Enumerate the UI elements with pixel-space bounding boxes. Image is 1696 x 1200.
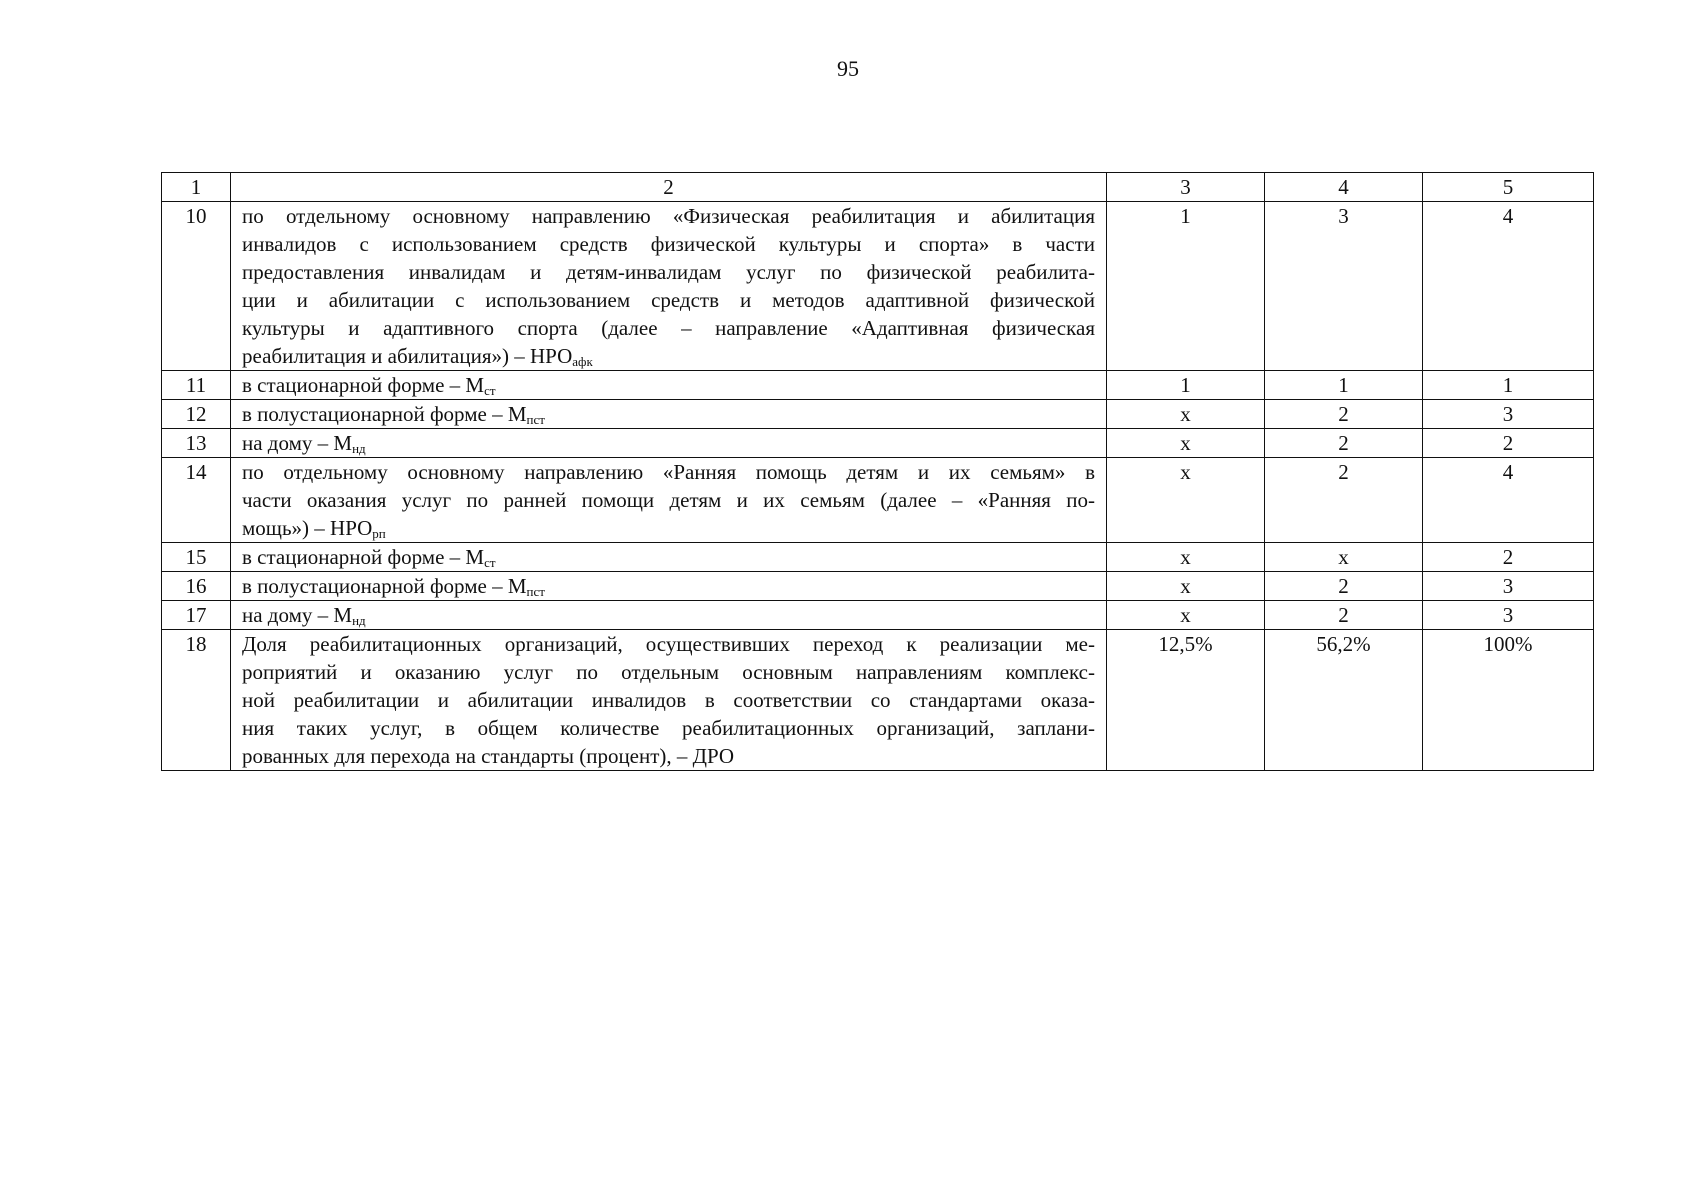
- indicator-subscript: пст: [526, 412, 545, 427]
- row-number-cell: 16: [162, 572, 231, 601]
- value-cell-col3: х: [1107, 572, 1265, 601]
- value-cell-col4: 1: [1265, 371, 1423, 400]
- table-row: [162, 572, 1594, 601]
- value-cell-col4: 56,2%: [1265, 630, 1423, 771]
- header-cell-3: 3: [1107, 173, 1265, 202]
- value-cell-col5: 2: [1423, 543, 1594, 572]
- indicator-subscript: рп: [372, 526, 386, 541]
- table-row: [162, 371, 1594, 400]
- description-line: по отдельному основному направлению «Физическая реабилитация и абилитация: [242, 204, 1095, 228]
- indicator-description-cell: [231, 572, 1107, 601]
- description-line: рованных для перехода на стандарты (процент), – ДРО: [242, 744, 735, 768]
- page-number: 95: [837, 56, 859, 81]
- value-cell-col5: 3: [1423, 572, 1594, 601]
- value-cell-col3: х: [1107, 400, 1265, 429]
- description-line: ции и абилитации с использованием средств и методов адаптивной физической: [242, 288, 1095, 312]
- value-cell-col3: 1: [1107, 202, 1265, 371]
- description-line: в полустационарной форме – М: [242, 574, 527, 598]
- value-cell-col4: 2: [1265, 400, 1423, 429]
- description-line: в полустационарной форме – М: [242, 402, 527, 426]
- description-line: ной реабилитации и абилитации инвалидов в соответствии со стандартами оказа-: [242, 688, 1095, 712]
- indicator-subscript: пст: [526, 584, 545, 599]
- row-number-cell: 14: [162, 458, 231, 543]
- value-cell-col4: 2: [1265, 601, 1423, 630]
- table-row: [162, 202, 1594, 371]
- header-cell-1: 1: [162, 173, 231, 202]
- description-line: культуры и адаптивного спорта (далее – направление «Адаптивная физическая: [242, 316, 1095, 340]
- table-row: [162, 429, 1594, 458]
- value-cell-col5: 3: [1423, 601, 1594, 630]
- row-number-cell: 17: [162, 601, 231, 630]
- description-last-line: [242, 342, 1095, 370]
- description-line: Доля реабилитационных организаций, осуществивших переход к реализации ме-: [242, 632, 1095, 656]
- description-last-line: [242, 400, 1095, 428]
- value-cell-col5: 4: [1423, 202, 1594, 371]
- description-line: на дому – М: [242, 603, 353, 627]
- description-line: инвалидов с использованием средств физической культуры и спорта» в части: [242, 232, 1095, 256]
- row-number-cell: 15: [162, 543, 231, 572]
- description-line: мощь») – НРО: [242, 516, 373, 540]
- row-number-cell: 18: [162, 630, 231, 771]
- header-cell-5: 5: [1423, 173, 1594, 202]
- row-number-cell: 10: [162, 202, 231, 371]
- indicator-description-cell: [231, 400, 1107, 429]
- description-line: части оказания услуг по ранней помощи детям и их семьям (далее – «Ранняя по-: [242, 488, 1095, 512]
- description-line: предоставления инвалидам и детям-инвалидам услуг по физической реабилита-: [242, 260, 1095, 284]
- indicator-subscript: ст: [484, 383, 496, 398]
- description-line: в стационарной форме – М: [242, 545, 485, 569]
- description-last-line: [242, 514, 1095, 542]
- indicator-subscript: нд: [352, 613, 366, 628]
- table-row: [162, 630, 1594, 771]
- value-cell-col4: 2: [1265, 572, 1423, 601]
- value-cell-col3: х: [1107, 429, 1265, 458]
- indicator-subscript: нд: [352, 441, 366, 456]
- header-cell-2: 2: [231, 173, 1107, 202]
- value-cell-col3: 1: [1107, 371, 1265, 400]
- description-last-line: [242, 543, 1095, 571]
- table-header-row: [162, 173, 1594, 202]
- description-last-line: [242, 601, 1095, 629]
- indicator-description-cell: [231, 371, 1107, 400]
- indicators-table: [161, 172, 1594, 771]
- indicator-description-cell: [231, 543, 1107, 572]
- description-line: роприятий и оказанию услуг по отдельным основным направлениям комплекс-: [242, 660, 1095, 684]
- row-number-cell: 12: [162, 400, 231, 429]
- table-row: [162, 543, 1594, 572]
- value-cell-col3: х: [1107, 543, 1265, 572]
- value-cell-col5: 1: [1423, 371, 1594, 400]
- row-number-cell: 13: [162, 429, 231, 458]
- description-last-line: [242, 742, 1095, 770]
- description-line: на дому – М: [242, 431, 353, 455]
- indicator-subscript: афк: [572, 354, 593, 369]
- value-cell-col4: 2: [1265, 458, 1423, 543]
- value-cell-col3: х: [1107, 601, 1265, 630]
- value-cell-col5: 3: [1423, 400, 1594, 429]
- table-row: [162, 458, 1594, 543]
- table-row: [162, 400, 1594, 429]
- table-row: [162, 601, 1594, 630]
- indicator-description-cell: [231, 601, 1107, 630]
- indicator-description-cell: [231, 630, 1107, 771]
- value-cell-col5: 100%: [1423, 630, 1594, 771]
- value-cell-col5: 2: [1423, 429, 1594, 458]
- value-cell-col5: 4: [1423, 458, 1594, 543]
- indicator-subscript: ст: [484, 555, 496, 570]
- value-cell-col4: 2: [1265, 429, 1423, 458]
- description-line: ния таких услуг, в общем количестве реабилитационных организаций, заплани-: [242, 716, 1095, 740]
- description-line: по отдельному основному направлению «Ранняя помощь детям и их семьям» в: [242, 460, 1095, 484]
- value-cell-col4: 3: [1265, 202, 1423, 371]
- description-last-line: [242, 429, 1095, 457]
- value-cell-col3: х: [1107, 458, 1265, 543]
- indicator-description-cell: [231, 458, 1107, 543]
- row-number-cell: 11: [162, 371, 231, 400]
- header-cell-4: 4: [1265, 173, 1423, 202]
- description-last-line: [242, 371, 1095, 399]
- description-line: реабилитация и абилитация») – НРО: [242, 344, 573, 368]
- indicator-description-cell: [231, 202, 1107, 371]
- value-cell-col3: 12,5%: [1107, 630, 1265, 771]
- description-line: в стационарной форме – М: [242, 373, 485, 397]
- description-last-line: [242, 572, 1095, 600]
- value-cell-col4: х: [1265, 543, 1423, 572]
- indicator-description-cell: [231, 429, 1107, 458]
